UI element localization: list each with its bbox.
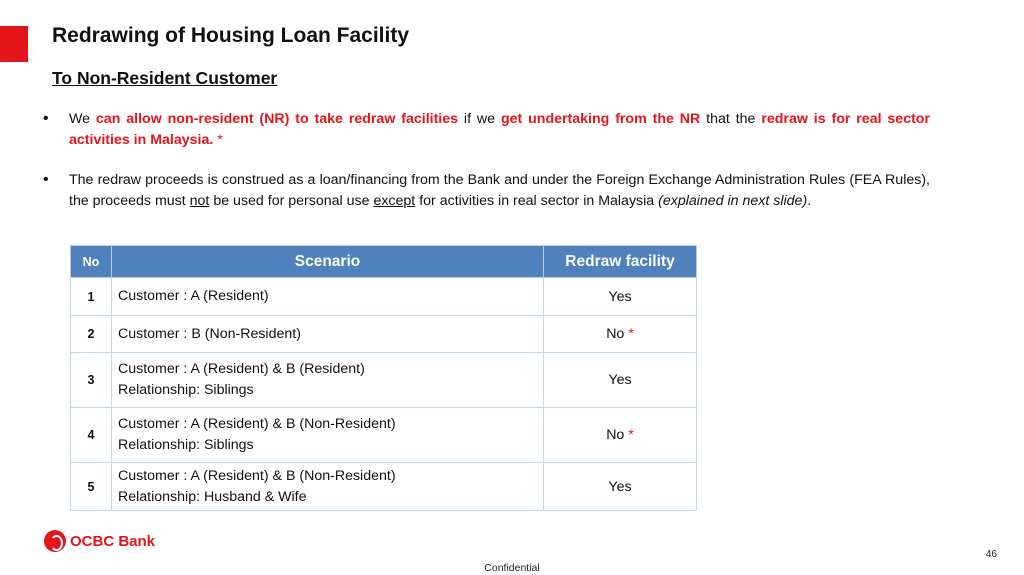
confidential-label: Confidential: [484, 562, 540, 574]
ocbc-logo: [44, 530, 155, 552]
redraw-value: Yes: [608, 372, 632, 388]
bullet-dot-icon: •: [43, 171, 49, 188]
text-span: We: [69, 111, 96, 127]
text-span: be used for personal use: [209, 193, 374, 209]
highlight-text: can allow non-resident (NR) to take redraw facilities: [95, 111, 459, 127]
redraw-value: No: [606, 427, 625, 443]
underlined-text: not: [189, 193, 210, 209]
row-number: 5: [71, 463, 112, 511]
slide-title: Redrawing of Housing Loan Facility: [52, 24, 410, 47]
scenario-line: Customer : A (Resident) & B (Non-Resident): [118, 467, 396, 484]
redraw-cell: [544, 463, 697, 511]
italic-text: (explained in next slide): [658, 193, 808, 209]
text-span: .: [807, 193, 812, 209]
redraw-cell: [544, 316, 697, 353]
bullet-dot-icon: •: [43, 110, 49, 127]
relationship-line: Relationship: Husband & Wife: [118, 488, 307, 505]
header-redraw-facility: Redraw facility: [544, 246, 697, 278]
redraw-value: Yes: [608, 288, 632, 305]
red-accent-tab: [0, 26, 28, 62]
scenario-cell: [112, 353, 544, 408]
table-row: [71, 316, 697, 353]
text-span: that the: [700, 111, 762, 127]
scenario-cell: [112, 278, 544, 316]
asterisk-mark: *: [213, 132, 223, 148]
underlined-text: except: [373, 193, 416, 209]
table-row: [71, 278, 697, 316]
scenario-cell: [112, 408, 544, 463]
row-number: 3: [71, 353, 112, 408]
ocbc-logo-icon: [44, 530, 66, 552]
row-number: 4: [71, 408, 112, 463]
table-header-row: [71, 246, 697, 278]
text-span: The redraw proceeds is construed as a loan/financing from the Bank and under the Foreign Exchange Administration Rules (FEA Rules), the proceeds must: [69, 172, 930, 209]
table-row: [71, 463, 697, 511]
asterisk-mark: *: [624, 427, 634, 443]
row-number: 2: [71, 316, 112, 353]
table-row: [71, 353, 697, 408]
scenario-line: Customer : A (Resident) & B (Non-Resident): [118, 416, 396, 432]
logo-text: OCBC Bank: [70, 532, 156, 550]
redraw-value: No: [606, 326, 625, 342]
redraw-cell: [544, 408, 697, 463]
bullet-text: [69, 170, 930, 212]
table-row: [71, 408, 697, 463]
asterisk-mark: *: [624, 326, 634, 342]
highlight-text: get undertaking from the NR: [500, 111, 701, 127]
header-no: No: [71, 246, 112, 278]
text-span: for activities in real sector in Malaysia: [415, 193, 659, 209]
row-number: 1: [71, 278, 112, 316]
relationship-line: Relationship: Siblings: [118, 382, 254, 398]
scenario-cell: [112, 316, 544, 353]
header-scenario: Scenario: [112, 246, 544, 278]
redraw-cell: [544, 278, 697, 316]
bullet-point-1: [43, 109, 930, 151]
slide-subtitle: To Non-Resident Customer: [52, 68, 278, 88]
scenario-table: [70, 245, 697, 511]
scenario-line: Customer : A (Resident) & B (Resident): [118, 361, 365, 377]
relationship-line: Relationship: Siblings: [118, 437, 254, 453]
text-span: if we: [458, 111, 501, 127]
scenario-line: Customer : A (Resident): [118, 288, 269, 304]
page-number: 46: [985, 549, 997, 560]
redraw-cell: [544, 353, 697, 408]
bullet-point-2: [43, 170, 930, 212]
scenario-cell: [112, 463, 544, 511]
highlight-text: redraw is for real sector activities in Malaysia.: [69, 111, 930, 148]
scenario-line: Customer : B (Non-Resident): [118, 325, 301, 342]
redraw-value: Yes: [608, 478, 632, 495]
bullet-text: [69, 109, 930, 151]
